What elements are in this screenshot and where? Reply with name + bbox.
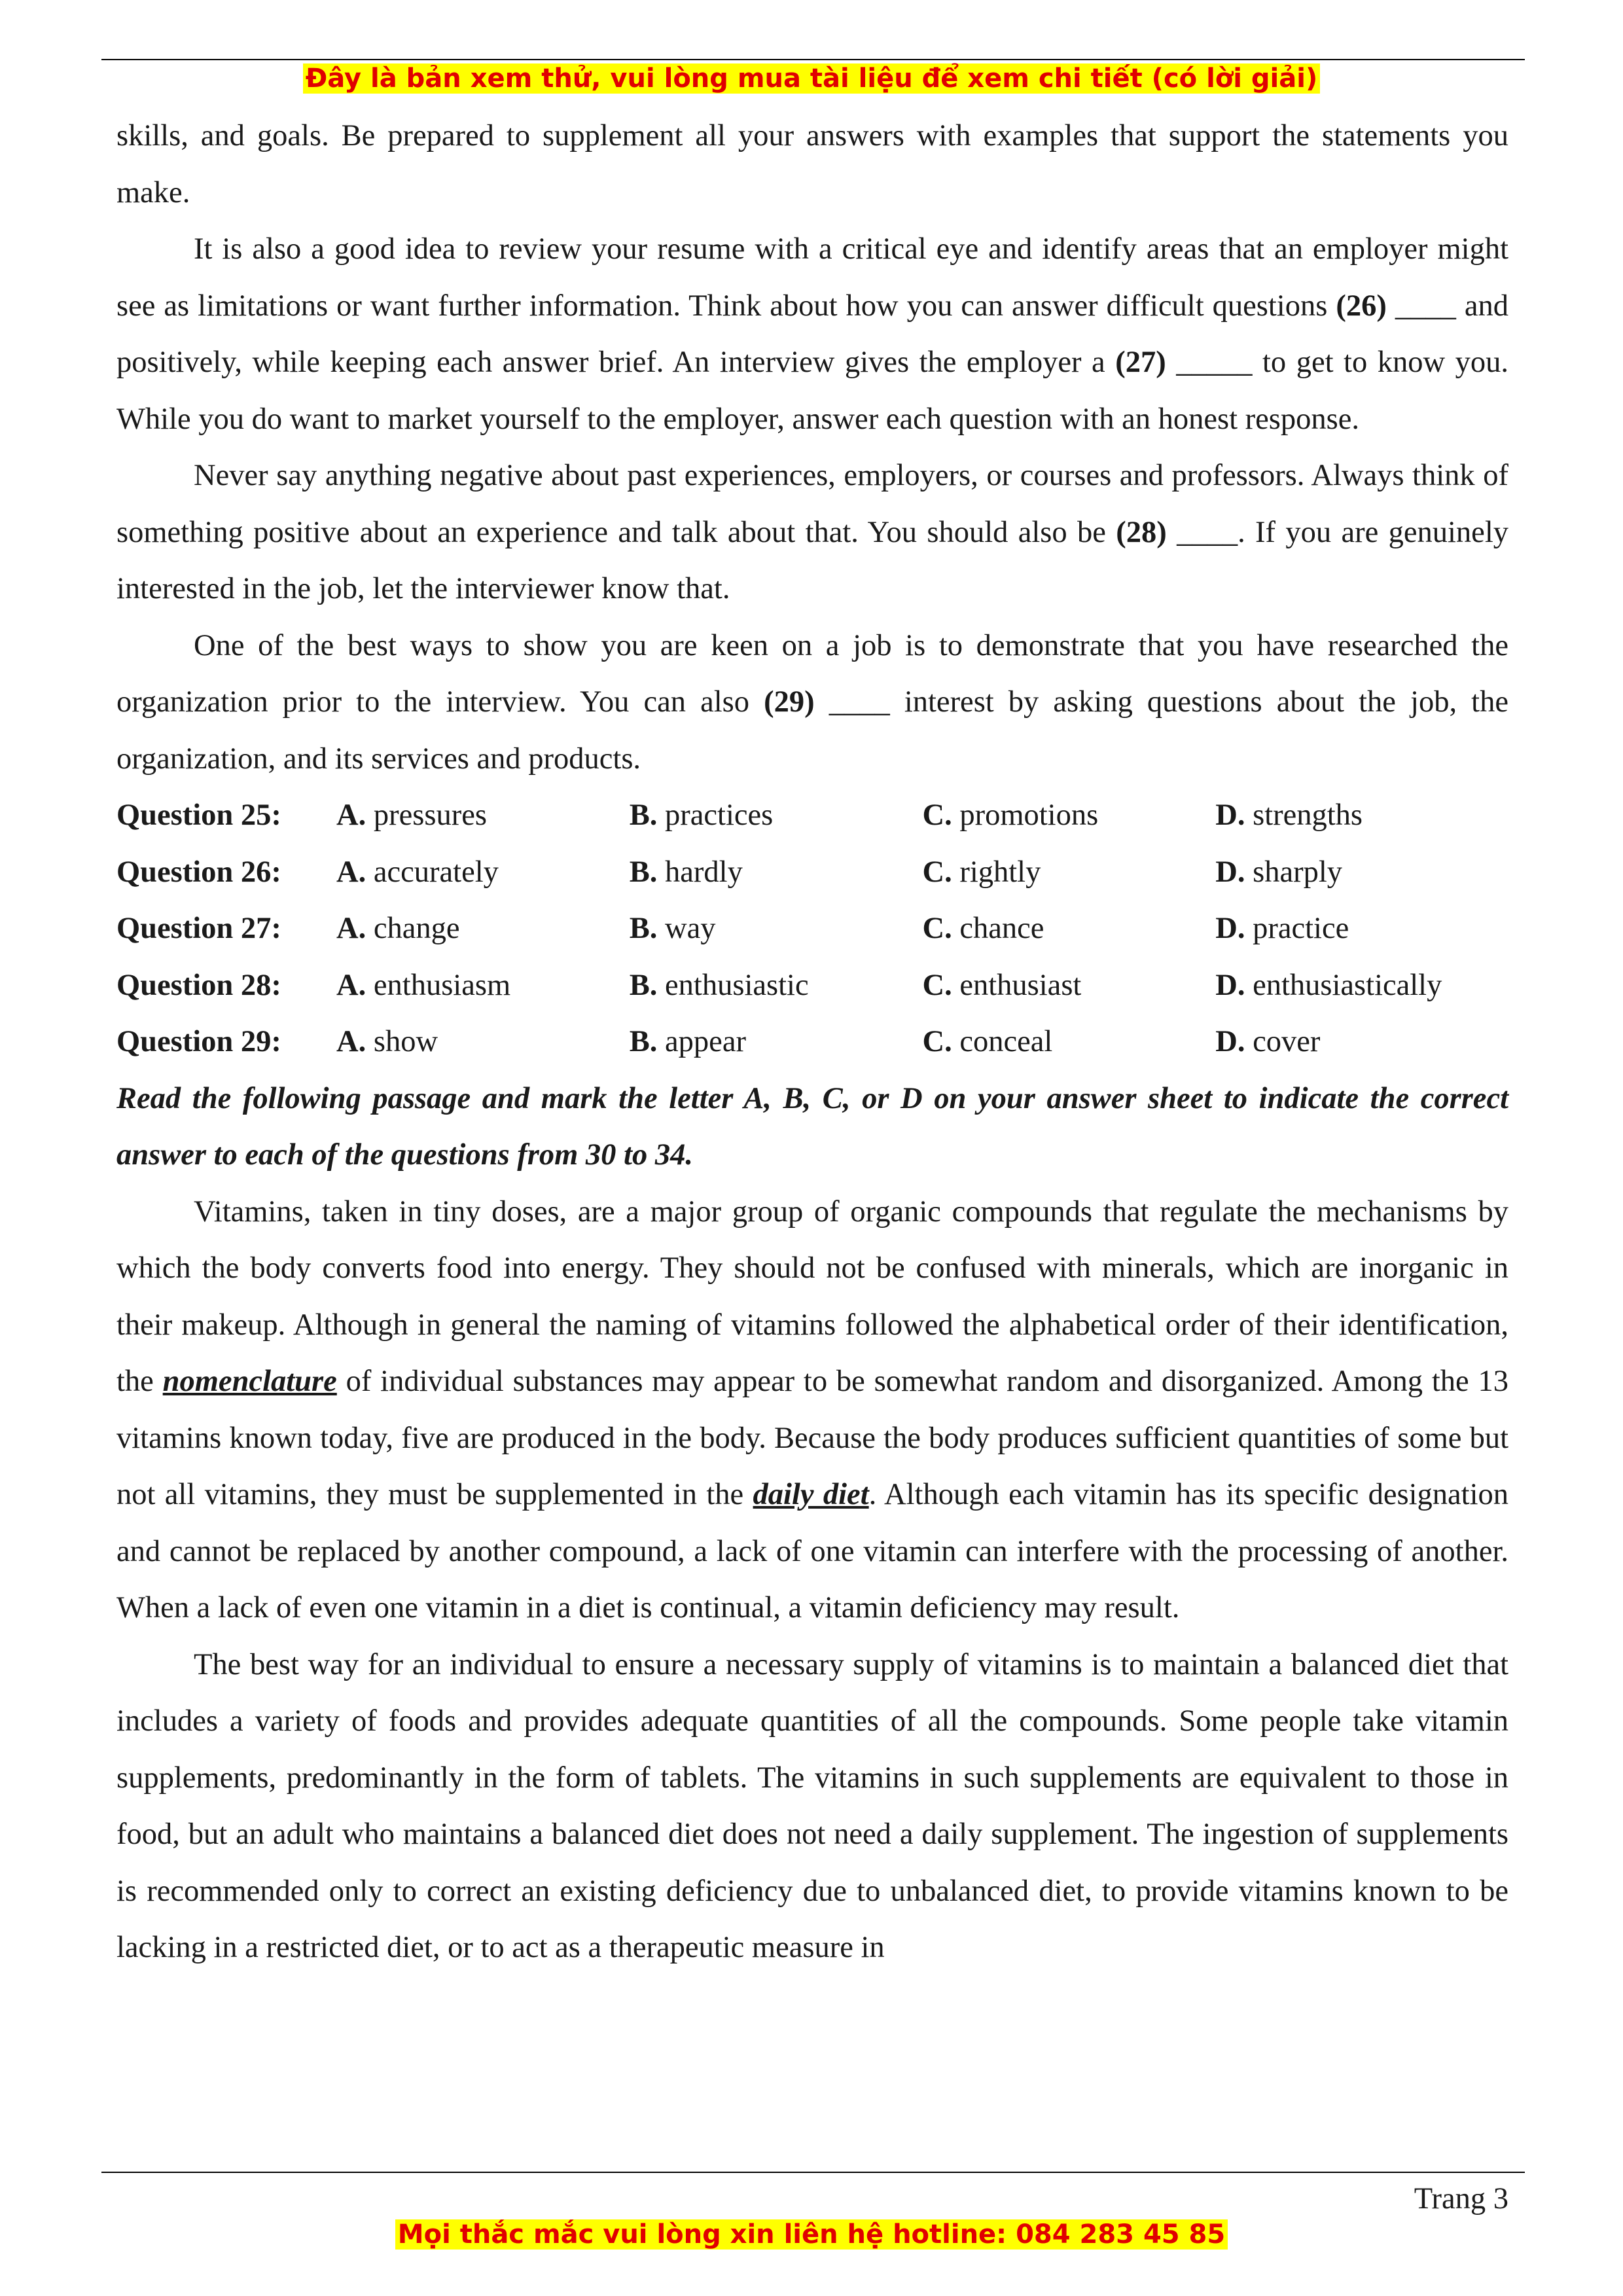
- option-letter: A.: [336, 912, 366, 945]
- option-text: promotions: [959, 798, 1099, 832]
- option-text: enthusiastic: [665, 968, 809, 1002]
- option-letter: B.: [629, 798, 658, 832]
- footer-banner-text: Mọi thắc mắc vui lòng xin liên hệ hotline: 084 283 45 85: [395, 2219, 1228, 2250]
- option-letter: B.: [629, 1025, 658, 1058]
- option-b[interactable]: [630, 844, 923, 901]
- option-c[interactable]: [923, 844, 1216, 901]
- text: It is also a good idea to review your resume with a critical eye and identify areas that an employer might see as limitations or want further information. Think about how you can answer difficult questions: [116, 232, 1508, 323]
- option-letter: D.: [1215, 968, 1245, 1002]
- option-a[interactable]: [336, 901, 630, 958]
- blank-26: (26): [1336, 289, 1387, 323]
- option-d[interactable]: [1215, 958, 1508, 1014]
- text: skills, and goals. Be prepared to supplement all your answers with examples that support the statements you make.: [116, 119, 1508, 209]
- option-letter: D.: [1215, 798, 1245, 832]
- option-d[interactable]: [1215, 844, 1508, 901]
- option-text: cover: [1253, 1025, 1321, 1058]
- option-text: chance: [959, 912, 1044, 945]
- option-letter: D.: [1215, 855, 1245, 889]
- option-text: enthusiast: [959, 968, 1082, 1002]
- header-banner-text: Đây là bản xem thử, vui lòng mua tài liệu để xem chi tiết (có lời giải): [303, 63, 1320, 94]
- option-letter: A.: [336, 798, 366, 832]
- text: One of the best ways to show you are keen on a job is to demonstrate that you have researched the organization prior to the interview. You can also: [116, 628, 1508, 719]
- passage1-paragraph-3: [116, 448, 1508, 618]
- passage1-paragraph-4: [116, 618, 1508, 788]
- text: ____. If you are genuinely interested in the job, let the interviewer know that.: [116, 515, 1508, 605]
- option-text: enthusiastically: [1253, 968, 1442, 1002]
- option-c[interactable]: [923, 901, 1216, 958]
- option-b[interactable]: [630, 958, 923, 1014]
- passage1-paragraph-1: [116, 108, 1508, 221]
- underlined-term-daily-diet: daily diet: [753, 1478, 869, 1511]
- header-banner: [0, 60, 1623, 97]
- option-c[interactable]: [923, 787, 1216, 844]
- footer-rule: [101, 2172, 1525, 2173]
- page-number: Trang 3: [1414, 2182, 1508, 2215]
- text: Never say anything negative about past experiences, employers, or courses and professors. Always think of something positive about an experience and talk about that. You should also be: [116, 459, 1508, 549]
- option-text: show: [373, 1025, 438, 1058]
- text: . Among the 13 vitamins known today, five are produced in the body. Because the body produces sufficient quantities of some but not all vitamins, they must be supplemented in the: [116, 1365, 1508, 1511]
- option-letter: A.: [336, 968, 366, 1002]
- option-letter: D.: [1215, 912, 1245, 945]
- passage1-paragraph-2: [116, 221, 1508, 448]
- option-a[interactable]: [336, 844, 630, 901]
- option-text: pressures: [373, 798, 487, 832]
- option-text: conceal: [959, 1025, 1053, 1058]
- question-29: [116, 1014, 1508, 1071]
- option-letter: D.: [1215, 1025, 1245, 1058]
- option-a[interactable]: [336, 1014, 630, 1071]
- question-25: [116, 787, 1508, 844]
- footer-banner: [0, 2216, 1623, 2253]
- blank-29: (29): [764, 685, 815, 719]
- option-text: enthusiasm: [373, 968, 511, 1002]
- option-letter: C.: [922, 798, 952, 832]
- option-text: accurately: [373, 855, 499, 889]
- option-c[interactable]: [923, 1014, 1216, 1071]
- question-list: [116, 787, 1508, 1071]
- option-b[interactable]: [630, 787, 923, 844]
- option-a[interactable]: [336, 958, 630, 1014]
- section-instruction: Read the following passage and mark the letter A, B, C, or D on your answer sheet to indicate the correct answer to each of the questions from 30 to 34.: [116, 1081, 1508, 1172]
- option-b[interactable]: [630, 901, 923, 958]
- option-letter: C.: [922, 968, 952, 1002]
- question-label: Question 29:: [116, 1025, 281, 1058]
- option-text: way: [665, 912, 716, 945]
- option-text: strengths: [1253, 798, 1363, 832]
- option-text: rightly: [959, 855, 1041, 889]
- document-body: [116, 108, 1508, 1977]
- option-letter: B.: [629, 968, 658, 1002]
- text: ____ and positively, while keeping each answer brief. An interview gives the employer a: [116, 289, 1509, 379]
- passage2-paragraph-2: [116, 1637, 1508, 1977]
- text: The best way for an individual to ensure a necessary supply of vitamins is to maintain a balanced diet that includes a variety of foods and provides adequate quantities of all the compounds. Some people take vitamin supplements, predominantly in the form of tablets. The vitamins in such supplements are equivalent to those in food, but an adult who maintains a balanced diet does not need a daily supplement. The ingestion of supplements is recommended only to correct an existing deficiency due to unbalanced diet, to provide vitamins known to be lacking in a restricted diet, or to act as a therapeutic measure in: [116, 1647, 1508, 1964]
- question-label: Question 27:: [116, 912, 281, 945]
- option-text: change: [373, 912, 460, 945]
- option-text: hardly: [665, 855, 743, 889]
- underlined-term-nomenclature: nomenclature: [162, 1365, 337, 1398]
- blank-27: (27): [1115, 346, 1166, 379]
- text: ____ interest by asking questions about the job, the organization, and its services and products.: [116, 685, 1508, 776]
- option-letter: C.: [922, 912, 952, 945]
- blank-28: (28): [1116, 515, 1167, 549]
- option-text: practices: [665, 798, 774, 832]
- question-28: [116, 958, 1508, 1014]
- option-letter: B.: [629, 855, 658, 889]
- option-text: appear: [665, 1025, 746, 1058]
- text: . Although each vitamin has its specific designation and cannot be replaced by another compound, a lack of one vitamin can interfere with the processing of another. When a lack of even one vitamin in a diet is continual, a vitamin deficiency may result.: [116, 1478, 1508, 1624]
- passage2-paragraph-1: [116, 1184, 1508, 1637]
- option-letter: C.: [922, 855, 952, 889]
- text: _____ to get to know you. While you do want to market yourself to the employer, answer each question with an honest response.: [116, 346, 1508, 436]
- option-letter: B.: [629, 912, 658, 945]
- option-b[interactable]: [630, 1014, 923, 1071]
- text: Vitamins, taken in tiny doses, are a major group of organic compounds that regulate the mechanisms by which the body converts food into energy. They should not be confused with minerals, which are inorganic in their makeup. Although in general the naming of vitamins followed the alphabetical order of their identification, the: [116, 1194, 1508, 1398]
- option-d[interactable]: [1215, 1014, 1508, 1071]
- question-26: [116, 844, 1508, 901]
- option-letter: A.: [336, 1025, 366, 1058]
- option-letter: A.: [336, 855, 366, 889]
- question-27: [116, 901, 1508, 958]
- question-label: Question 26:: [116, 855, 281, 889]
- option-text: sharply: [1253, 855, 1342, 889]
- question-label: Question 28:: [116, 968, 281, 1002]
- option-letter: C.: [922, 1025, 952, 1058]
- question-label: Question 25:: [116, 798, 281, 832]
- option-d[interactable]: [1215, 787, 1508, 844]
- option-a[interactable]: [336, 787, 630, 844]
- option-text: practice: [1253, 912, 1349, 945]
- option-d[interactable]: [1215, 901, 1508, 958]
- option-c[interactable]: [923, 958, 1216, 1014]
- text: of individual substances may appear to be somewhat random and disorganized: [336, 1365, 1317, 1398]
